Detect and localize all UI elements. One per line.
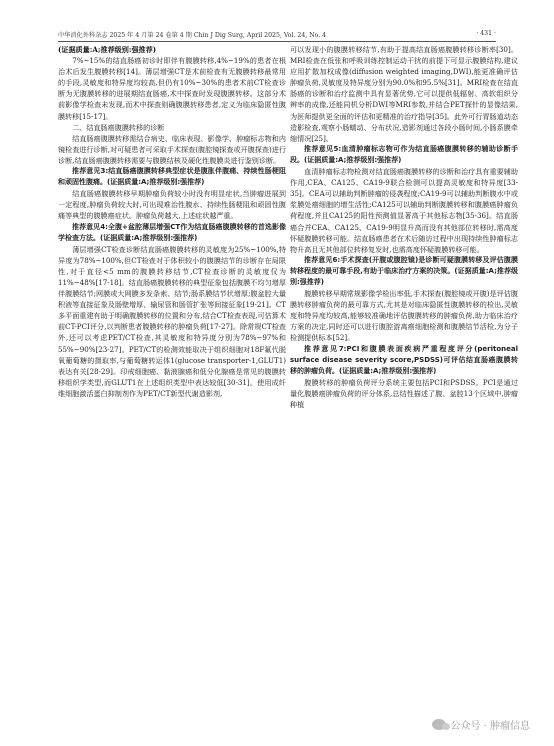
paragraph-continued: 可以发现小的腹膜转移结节,有助于提高结直肠癌腹膜转移诊断率[30]。MRI检查在低张和呼吸训练控制运动干扰的前提下可显示腹膜结构,建议应用扩散加权成像(diffusion weighted imaging,DWI),能更准确评估肿瘤负荷,灵敏度及特异度分别为90.0%和95.5%[31]。MRI检查在结直肠癌的诊断和治疗监测中具有显著优势,它可以提供低辐射、高软组织分辨率的成像,还能同机分析DWI等MRI参数,并结合PET探针的显像结果,为医师提供更全面的评估和更精准的治疗指导[35]。此外可行胃肠道动态造影检查,观察小肠蠕动、分布状况,造影剂通过各段小肠时间,小肠系膜牵缩情况[25]。 — [290, 45, 518, 143]
paragraph: 腹膜转移的肿瘤负荷评分系统主要包括PCI和PSDSS。PCI是通过量化腹膜癌肿瘤负荷的评分体系,总结性描述了腹、盆腔13个区域中,肿瘤种植 — [290, 377, 518, 409]
paragraph: 结直肠癌腹膜转移需结合病史、临床表现、影像学、肿瘤标志物和内镜检查进行诊断,对可疑患者可采取手术探查(腹腔镜探查或开腹探查)进行诊断,结直肠癌腹膜转移需要与腹膜结核及硬化性腹膜炎进行鉴别诊断。 — [58, 133, 286, 165]
wechat-watermark — [432, 717, 530, 732]
journal-citation: 中华消化外科杂志 2025 年 4 月第 24 卷第 4 期 Chin J Dig Surg, April 2025, Vol. 24, No. 4 — [58, 32, 327, 39]
recommendation-7: 推荐意见7:PCI和腹膜表面疾病严重程度评分(peritoneal surface disease severity score,PSDSS)可评估结直肠癌腹膜转移的肿瘤负荷。(证据质量:A;推荐级别:强推荐) — [290, 344, 518, 375]
evidence-grade: (证据质量:A;推荐级别:强推荐) — [58, 45, 157, 54]
paragraph: 腹膜转移早期常规影像学检出率低,手术探查(腹腔镜或开腹)是评估腹膜转移肿瘤负荷的最可靠方式,尤其是对临床隐匿性腹膜转移的检出,灵敏度和特异度均较高,能够较准确地评估腹膜转移的肿瘤负荷,助力临床治疗方案的决定,同时还可以进行腹腔游离癌细胞检测和腹膜结节活检,为分子检测提供标本[52]。 — [290, 289, 518, 343]
paragraph: 血清肿瘤标志物检测对结直肠癌腹膜转移的诊断和治疗具有重要辅助作用,CEA、CA125、CA19-9联合检测可以提高灵敏度和特异度[33-35]。CEA可以辅助判断肿瘤的侵袭程度;CA19-9可以辅助判断腹水中或浆膜处癌细胞的增生活性;CA125可以辅助判断腹膜转移和腹膜癌肿瘤负荷程度,并且CA125的阳性预测值显著高于其他标志物[35-36]。结直肠癌合并CEA、CA125、CA19-9明显升高而没有其他部位转移时,需高度怀疑腹膜转移可能。结直肠癌患者在术后随访过程中出现持续性肿瘤标志物升高且无其他部位转移复发时,也需高度怀疑腹膜转移可能。 — [290, 167, 518, 254]
running-header — [58, 30, 496, 42]
right-column — [290, 44, 518, 410]
left-column — [58, 44, 286, 399]
section-heading: 二、结直肠癌腹膜转移的诊断 — [72, 122, 165, 132]
watermark-text: 公众号 · 肿瘤信息 — [450, 721, 530, 732]
recommendation-5: 推荐意见5:血清肿瘤标志物可作为结直肠癌腹膜转移的辅助诊断手段。(证据质量:A;推荐级别:强推荐) — [290, 144, 518, 164]
paragraph: 薄层增强CT检查诊断结直肠癌腹膜转移的灵敏度为25%~100%,特异度为78%~100%,但CT检查对于体积较小的腹膜结节的诊断存在局限性,对于直径<5 mm的腹膜转移结节,CT检查诊断的灵敏度仅为11%~48%[17-18]。结直肠癌腹膜转移的典型征象包括腹膜不均匀增厚伴腹膜结节;网膜或大网膜多发条索、结节;肠系膜结节状增厚;腹盆腔大量积液等直接征象及肠壁增厚、输尿管和肠管扩张等间接征象[19-21]。CT多平面重建有助于明确腹膜转移的位置和分布,结合CT检查表现,可估算术前CT-PCI评分,以判断患者腹膜转移的肿瘤负荷[17-27]。除常规CT检查外,还可以考虑PET/CT检查,其灵敏度和特异度分别为78%~97%和55%~90%[23-27]。PET/CT的检测效能取决于组织细胞对18F氟代脱氧葡萄糖的摄取率,与葡萄糖转运体1(glucose transporter-1,GLUT1)表达有关[28-29]。印戒细胞癌、黏液腺癌和低分化腺癌是常见的腹膜转移组织学类型,而GLUT1在上述组织类型中表达较低[30-31]。使用成纤维细胞激活蛋白抑制剂作为PET/CT新型代谢造影剂, — [58, 244, 286, 398]
wechat-icon — [432, 719, 446, 730]
recommendation-3: 推荐意见3:结直肠癌腹膜转移典型症状是腹胀伴腹痛、持续性肠梗阻和顽固性腹痛。(证据质量:A;推荐级别:强推荐) — [58, 167, 286, 187]
paragraph: 7%~15%的结直肠癌初诊时即伴有腹膜转移,4%~19%的患者在根治术后发生腹膜转移[14]。薄层增强CT是术前检查有无腹膜转移最常用的手段,灵敏度和特异度均较高,但仍有10%~30%的患者术前CT检查诊断为无腹膜转移的进展期结直肠癌,术中探查时发现腹膜转移。这部分术前影像学检查未发现,而术中探查则确腹膜转移患者,定义为临床隐匿性腹膜转移[15-17]。 — [58, 56, 286, 121]
paragraph: 结直肠癌腹膜转移早期肿瘤负荷较小时没有明显症状,当肿瘤进展到一定程度,肿瘤负荷较大时,可出现难治性腹水、持续性肠梗阻和顽固性腹痛等典型的腹膜癌症状。肿瘤负荷越大,上述症状越严重。 — [58, 189, 286, 221]
recommendation-6: 推荐意见6:手术探查(开腹或腹腔镜)是诊断可疑腹膜转移及评估腹膜转移程度的最可靠手段,有助于临床治疗方案的决策。(证据质量:A;推荐级别:强推荐) — [290, 255, 518, 286]
page-number: · 431 · — [476, 30, 496, 37]
recommendation-4: 推荐意见4:全腹+盆腔薄层增强CT作为结直肠癌腹膜转移的首选影像学检查方法。(证据质量:A;推荐级别:强推荐) — [58, 222, 286, 242]
